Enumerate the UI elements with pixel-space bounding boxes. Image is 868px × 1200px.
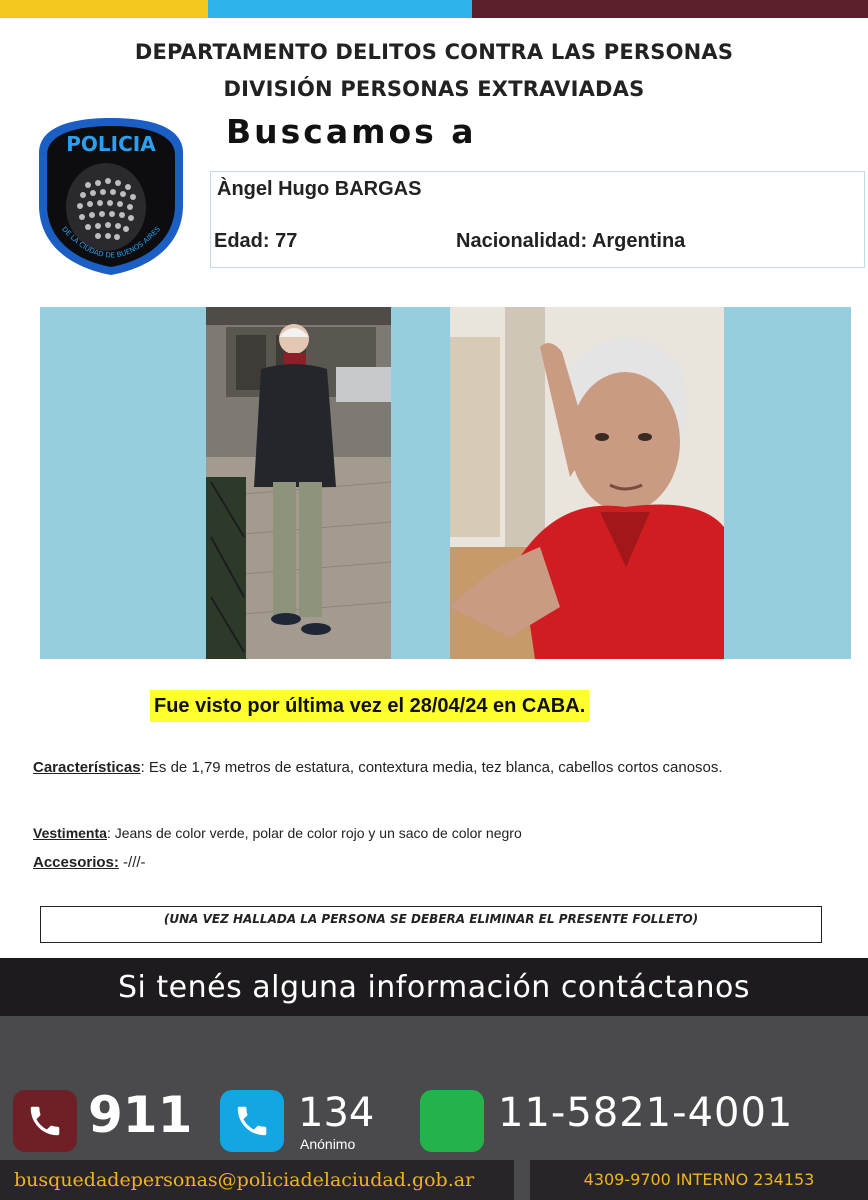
whatsapp-icon <box>420 1090 484 1152</box>
person-age: Edad: 77 <box>214 230 298 252</box>
emergency-number[interactable]: 911 <box>88 1086 193 1144</box>
accessories-description <box>33 854 146 871</box>
badge-text: POLICIA <box>66 132 156 156</box>
stripe-maroon <box>472 0 868 18</box>
anonymous-number[interactable]: 134 <box>298 1090 375 1136</box>
features-text: : Es de 1,79 metros de estatura, contextura media, tez blanca, cabellos cortos canosos. <box>140 759 723 776</box>
stripe-yellow <box>0 0 208 18</box>
whatsapp-number[interactable]: 11-5821-4001 <box>498 1090 794 1136</box>
last-seen-highlight: Fue visto por última vez el 28/04/24 en CABA. <box>150 690 589 722</box>
phone-icon-anonymous <box>220 1090 284 1152</box>
accessories-text: -///- <box>118 854 146 871</box>
anonymous-label: Anónimo <box>300 1136 356 1152</box>
accessories-label: Accesorios: <box>33 854 119 871</box>
features-description <box>33 752 823 783</box>
person-name: Àngel Hugo BARGAS <box>217 178 422 200</box>
notice-box: (UNA VEZ HALLADA LA PERSONA SE DEBERA ELIMINAR EL PRESENTE FOLLETO) <box>40 906 822 943</box>
photo-panel <box>40 307 851 659</box>
page-title: Buscamos a <box>226 112 477 151</box>
department-title: DEPARTAMENTO DELITOS CONTRA LAS PERSONAS <box>134 40 734 64</box>
clothing-label: Vestimenta <box>33 825 107 841</box>
police-badge-logo <box>36 115 186 278</box>
clothing-text: : Jeans de color verde, polar de color rojo y un saco de color negro <box>106 825 522 841</box>
department-header <box>0 34 868 108</box>
person-info-box <box>210 171 865 268</box>
photo-portrait <box>450 307 724 659</box>
contact-phone-extension[interactable]: 4309-9700 INTERNO 234153 <box>530 1160 868 1200</box>
division-title: DIVISIÓN PERSONAS EXTRAVIADAS <box>223 77 645 101</box>
person-nationality: Nacionalidad: Argentina <box>456 230 686 252</box>
badge-subtext: DE LA CIUDAD DE BUENOS AIRES <box>60 225 162 260</box>
top-color-stripe <box>0 0 868 18</box>
phone-icon <box>13 1090 77 1152</box>
photo-full-body <box>206 307 391 659</box>
stripe-blue <box>208 0 472 18</box>
contact-email[interactable]: busquedadepersonas@policiadelaciudad.gob.ar <box>0 1160 514 1200</box>
features-label: Características <box>33 759 141 776</box>
contact-heading: Si tenés alguna información contáctanos <box>0 958 868 1016</box>
clothing-description <box>33 825 522 841</box>
